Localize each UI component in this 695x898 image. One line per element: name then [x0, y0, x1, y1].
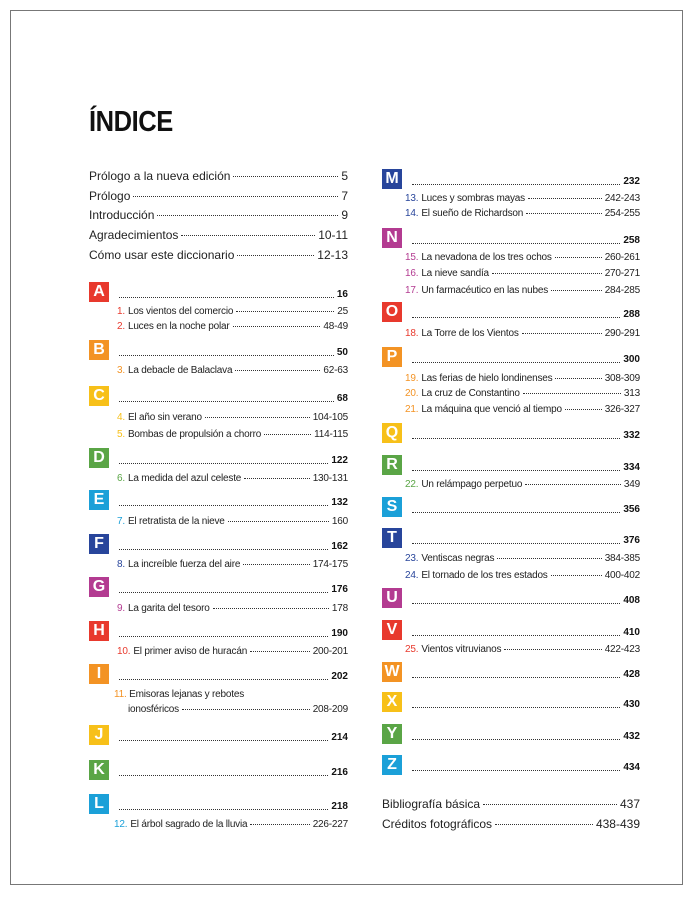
leader-dots [119, 401, 334, 402]
toc-entry-11[interactable] [114, 687, 348, 717]
leader-dots [412, 512, 620, 513]
leader-dots [119, 636, 328, 637]
entry-page: 400-402 [604, 570, 640, 581]
section-page: 408 [623, 595, 640, 606]
letter-badge-w: W [382, 662, 402, 682]
section-t[interactable] [382, 528, 640, 548]
letter-badge-d: D [89, 448, 109, 468]
entry-label: La nevadona de los tres ochos [421, 252, 552, 263]
entry-page: 422-423 [604, 644, 640, 655]
leader-dots [119, 505, 328, 506]
leader-dots [412, 739, 620, 740]
entry-number: 11. [114, 689, 127, 700]
entry-number: 6. [117, 473, 125, 484]
toc-entry-15[interactable] [405, 251, 640, 264]
entry-label: Bibliografía básica [382, 797, 481, 811]
toc-entry-7[interactable] [117, 515, 348, 528]
toc-entry-9[interactable] [117, 602, 348, 615]
section-page: 332 [623, 430, 640, 441]
entry-page: 226-227 [312, 819, 348, 830]
leader-dots [522, 333, 602, 334]
section-p[interactable] [382, 347, 640, 367]
entry-number: 21. [405, 404, 419, 415]
leader-dots [412, 184, 620, 185]
entry-number: 17. [405, 285, 419, 296]
leader-dots [205, 417, 310, 418]
entry-number: 10. [117, 646, 131, 657]
entry-page: 242-243 [604, 193, 640, 204]
section-page: 218 [331, 801, 348, 812]
toc-entry-6[interactable] [117, 472, 348, 485]
leader-dots [228, 521, 329, 522]
leader-dots [495, 824, 593, 825]
letter-badge-x: X [382, 692, 402, 712]
section-a[interactable] [89, 282, 348, 302]
leader-dots [250, 651, 310, 652]
section-k[interactable] [89, 760, 348, 780]
leader-dots [235, 370, 320, 371]
leader-dots [236, 311, 334, 312]
entry-number: 12. [114, 819, 128, 830]
entry-number: 23. [405, 553, 419, 564]
letter-badge-p: P [382, 347, 402, 367]
letter-badge-f: F [89, 534, 109, 554]
letter-badge-j: J [89, 725, 109, 745]
page-title: ÍNDICE [89, 106, 173, 138]
leader-dots [551, 290, 602, 291]
entry-label: La cruz de Constantino [421, 388, 520, 399]
letter-badge-c: C [89, 386, 109, 406]
section-l[interactable] [89, 794, 348, 814]
leader-dots [412, 543, 620, 544]
toc-entry-como-usar[interactable] [89, 248, 348, 262]
entry-page: 62-63 [323, 365, 348, 376]
leader-dots [119, 592, 328, 593]
entry-label: Cómo usar este diccionario [89, 248, 235, 262]
leader-dots [412, 438, 620, 439]
entry-number: 4. [117, 412, 125, 423]
toc-entry-12[interactable] [114, 818, 348, 831]
entry-number: 7. [117, 516, 125, 527]
section-page: 176 [331, 584, 348, 595]
letter-badge-a: A [89, 282, 109, 302]
letter-badge-k: K [89, 760, 109, 780]
leader-dots [119, 809, 328, 810]
entry-page: 178 [331, 603, 348, 614]
toc-entry-21[interactable] [405, 403, 640, 416]
entry-page: 5 [341, 169, 348, 183]
letter-badge-i: I [89, 664, 109, 684]
entry-label: Ventiscas negras [421, 553, 495, 564]
section-page: 214 [331, 732, 348, 743]
entry-number: 5. [117, 429, 125, 440]
leader-dots [233, 326, 321, 327]
entry-label: El sueño de Richardson [421, 208, 524, 219]
entry-label: Luces y sombras mayas [421, 193, 525, 204]
section-u[interactable] [382, 588, 640, 608]
letter-badge-h: H [89, 621, 109, 641]
letter-badge-u: U [382, 588, 402, 608]
leader-dots [504, 649, 601, 650]
entry-label: La nieve sandía [421, 268, 489, 279]
entry-label: El retratista de la nieve [127, 516, 225, 527]
entry-page: 308-309 [604, 373, 640, 384]
toc-entry-introduccion[interactable] [89, 208, 348, 222]
toc-entry-24[interactable] [405, 569, 640, 582]
section-b[interactable] [89, 340, 348, 360]
section-i[interactable] [89, 664, 348, 684]
entry-page: 48-49 [323, 321, 348, 332]
leader-dots [412, 707, 620, 708]
section-page: 190 [331, 628, 348, 639]
entry-label-line1: Emisoras lejanas y rebotes [129, 689, 245, 700]
section-page: 376 [623, 535, 640, 546]
entry-page: 25 [337, 306, 348, 317]
entry-page: 437 [619, 797, 640, 811]
section-r[interactable] [382, 455, 640, 475]
section-e[interactable] [89, 490, 348, 510]
entry-label: Prólogo [89, 189, 131, 203]
entry-label: La Torre de los Vientos [421, 328, 519, 339]
leader-dots [119, 775, 328, 776]
entry-label: La debacle de Balaclava [127, 365, 233, 376]
toc-entry-14[interactable] [405, 207, 640, 220]
leader-dots [119, 355, 334, 356]
section-page: 356 [623, 504, 640, 515]
leader-dots [526, 213, 602, 214]
section-page: 430 [623, 699, 640, 710]
toc-entry-2[interactable] [117, 320, 348, 333]
section-c[interactable] [89, 386, 348, 406]
leader-dots [181, 235, 315, 236]
entry-page: 438-439 [595, 817, 640, 831]
toc-entry-13[interactable] [405, 192, 640, 205]
toc-entry-5[interactable] [117, 428, 348, 441]
entry-number: 8. [117, 559, 125, 570]
entry-label: Introducción [89, 208, 155, 222]
section-page: 16 [336, 289, 348, 300]
entry-page: 12-13 [317, 248, 348, 262]
entry-label: Créditos fotográficos [382, 817, 493, 831]
section-x[interactable] [382, 692, 640, 712]
leader-dots [551, 575, 602, 576]
leader-dots [555, 257, 602, 258]
entry-page: 130-131 [312, 473, 348, 484]
entry-label: El árbol sagrado de la lluvia [130, 819, 248, 830]
toc-entry-3[interactable] [117, 364, 348, 377]
section-w[interactable] [382, 662, 640, 682]
letter-badge-z: Z [382, 755, 402, 775]
entry-label: El tornado de los tres estados [421, 570, 548, 581]
letter-badge-l: L [89, 794, 109, 814]
section-page: 50 [336, 347, 348, 358]
section-y[interactable] [382, 724, 640, 744]
section-z[interactable] [382, 755, 640, 775]
section-page: 258 [623, 235, 640, 246]
toc-entry-20[interactable] [405, 387, 640, 400]
section-page: 162 [331, 541, 348, 552]
letter-badge-o: O [382, 302, 402, 322]
entry-label: Las ferias de hielo londinenses [421, 373, 553, 384]
leader-dots [244, 478, 310, 479]
entry-page: 270-271 [604, 268, 640, 279]
toc-entry-25[interactable] [405, 643, 640, 656]
entry-label: Un farmacéutico en las nubes [421, 285, 549, 296]
leader-dots [243, 564, 309, 565]
toc-entry-4[interactable] [117, 411, 348, 424]
section-page: 300 [623, 354, 640, 365]
entry-number: 15. [405, 252, 419, 263]
leader-dots [412, 635, 620, 636]
entry-label: La máquina que venció al tiempo [421, 404, 562, 415]
leader-dots [250, 824, 309, 825]
leader-dots [497, 558, 601, 559]
section-page: 434 [623, 762, 640, 773]
entry-label: Luces en la noche polar [127, 321, 230, 332]
section-page: 132 [331, 497, 348, 508]
leader-dots [555, 378, 601, 379]
letter-badge-y: Y [382, 724, 402, 744]
entry-page: 9 [341, 208, 348, 222]
leader-dots [525, 484, 621, 485]
entry-page: 104-105 [312, 412, 348, 423]
toc-entry-prologo[interactable] [89, 189, 348, 203]
entry-page: 254-255 [604, 208, 640, 219]
entry-label: Prólogo a la nueva edición [89, 169, 231, 183]
toc-entry-22[interactable] [405, 478, 640, 491]
entry-label: Agradecimientos [89, 228, 179, 242]
section-d[interactable] [89, 448, 348, 468]
letter-badge-b: B [89, 340, 109, 360]
entry-label: La medida del azul celeste [127, 473, 242, 484]
entry-page: 114-115 [314, 429, 348, 440]
leader-dots [565, 409, 602, 410]
entry-number: 1. [117, 306, 125, 317]
leader-dots [119, 740, 328, 741]
toc-entry-17[interactable] [405, 284, 640, 297]
leader-dots [412, 677, 620, 678]
toc-entry-8[interactable] [117, 558, 348, 571]
section-h[interactable] [89, 621, 348, 641]
entry-page: 174-175 [312, 559, 348, 570]
entry-number: 2. [117, 321, 125, 332]
section-page: 334 [623, 462, 640, 473]
entry-number: 22. [405, 479, 419, 490]
letter-badge-t: T [382, 528, 402, 548]
leader-dots [119, 549, 328, 550]
entry-label: El año sin verano [127, 412, 202, 423]
leader-dots [483, 804, 617, 805]
section-q[interactable] [382, 423, 640, 443]
toc-entry-18[interactable] [405, 327, 640, 340]
section-page: 410 [623, 627, 640, 638]
section-page: 216 [331, 767, 348, 778]
entry-number: 20. [405, 388, 419, 399]
leader-dots [119, 463, 328, 464]
entry-page: 10-11 [318, 228, 348, 242]
leader-dots [412, 603, 620, 604]
section-m[interactable] [382, 169, 640, 189]
leader-dots [492, 273, 602, 274]
toc-entry-bibliografia[interactable] [382, 797, 640, 811]
leader-dots [528, 198, 602, 199]
entry-page: 349 [623, 479, 640, 490]
leader-dots [264, 434, 311, 435]
entry-label: El primer aviso de huracán [133, 646, 248, 657]
section-page: 428 [623, 669, 640, 680]
leader-dots [157, 215, 338, 216]
entry-page: 284-285 [604, 285, 640, 296]
toc-entry-1[interactable] [117, 305, 348, 318]
entry-number: 9. [117, 603, 125, 614]
entry-page: 7 [341, 189, 348, 203]
entry-page: 326-327 [604, 404, 640, 415]
leader-dots [213, 608, 329, 609]
entry-label: Un relámpago perpetuo [421, 479, 523, 490]
entry-page: 384-385 [604, 553, 640, 564]
entry-number: 24. [405, 570, 419, 581]
entry-number: 19. [405, 373, 419, 384]
toc-entry-agradecimientos[interactable] [89, 228, 348, 242]
entry-page: 208-209 [312, 704, 348, 715]
entry-page: 290-291 [604, 328, 640, 339]
leader-dots [412, 317, 620, 318]
section-j[interactable] [89, 725, 348, 745]
leader-dots [237, 255, 314, 256]
toc-entry-16[interactable] [405, 267, 640, 280]
entry-page: 160 [331, 516, 348, 527]
toc-entry-19[interactable] [405, 372, 640, 385]
entry-label: La increíble fuerza del aire [127, 559, 241, 570]
entry-label: La garita del tesoro [127, 603, 210, 614]
toc-entry-23[interactable] [405, 552, 640, 565]
toc-entry-prologo-nueva-edicion[interactable] [89, 169, 348, 183]
toc-entry-creditos[interactable] [382, 817, 640, 831]
entry-label: Los vientos del comercio [127, 306, 234, 317]
leader-dots [119, 297, 334, 298]
letter-badge-n: N [382, 228, 402, 248]
entry-label: Bombas de propulsión a chorro [127, 429, 262, 440]
entry-page: 260-261 [604, 252, 640, 263]
entry-page: 313 [623, 388, 640, 399]
entry-number: 25. [405, 644, 419, 655]
letter-badge-v: V [382, 620, 402, 640]
leader-dots [133, 196, 338, 197]
leader-dots [119, 679, 328, 680]
letter-badge-m: M [382, 169, 402, 189]
letter-badge-q: Q [382, 423, 402, 443]
leader-dots [412, 770, 620, 771]
section-g[interactable] [89, 577, 348, 597]
entry-label-line2: ionosféricos [128, 704, 179, 715]
letter-badge-s: S [382, 497, 402, 517]
entry-number: 18. [405, 328, 419, 339]
section-page: 232 [623, 176, 640, 187]
entry-number: 16. [405, 268, 419, 279]
entry-number: 13. [405, 193, 419, 204]
section-page: 68 [336, 393, 348, 404]
leader-dots [412, 243, 620, 244]
section-o[interactable] [382, 302, 640, 322]
section-n[interactable] [382, 228, 640, 248]
section-f[interactable] [89, 534, 348, 554]
leader-dots [233, 176, 338, 177]
entry-page: 200-201 [312, 646, 348, 657]
toc-entry-10[interactable] [117, 645, 348, 658]
entry-number: 14. [405, 208, 419, 219]
leader-dots [523, 393, 621, 394]
entry-label: Vientos vitruvianos [421, 644, 502, 655]
leader-dots [412, 470, 620, 471]
leader-dots [412, 362, 620, 363]
section-v[interactable] [382, 620, 640, 640]
section-s[interactable] [382, 497, 640, 517]
letter-badge-r: R [382, 455, 402, 475]
letter-badge-e: E [89, 490, 109, 510]
letter-badge-g: G [89, 577, 109, 597]
leader-dots [182, 709, 310, 710]
section-page: 202 [331, 671, 348, 682]
entry-number: 3. [117, 365, 125, 376]
section-page: 122 [331, 455, 348, 466]
section-page: 432 [623, 731, 640, 742]
section-page: 288 [623, 309, 640, 320]
